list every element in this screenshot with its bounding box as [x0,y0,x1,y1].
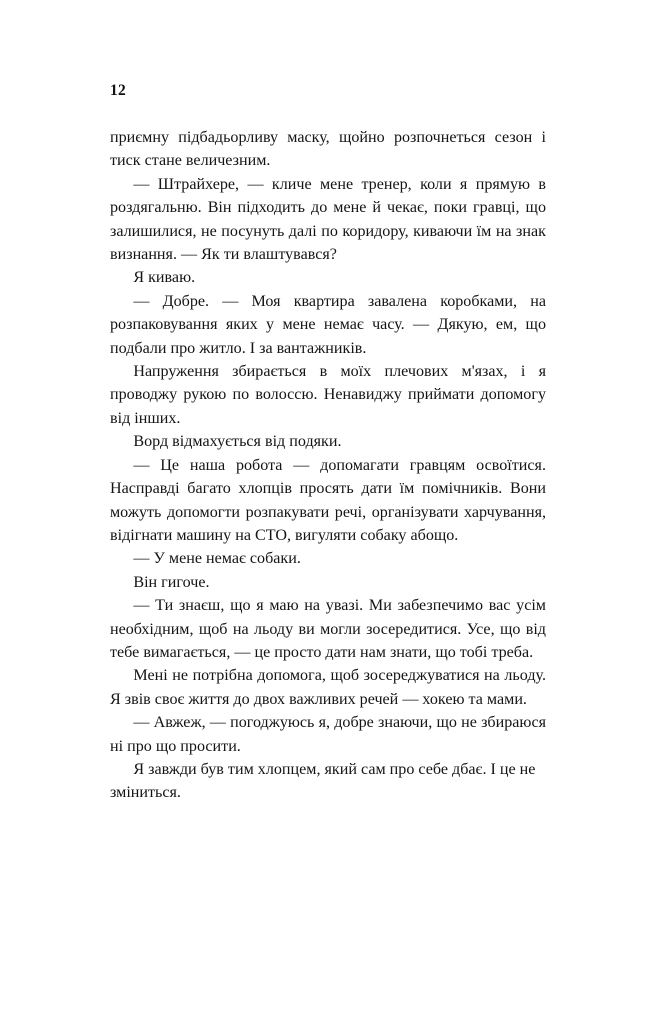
paragraph: — У мене немає собаки. [133,550,301,568]
paragraph: Я киваю. [133,269,196,287]
paragraph: приємну підбадьорливу маску, щойно розпочнеться сезон і тиск стане величезним. [110,129,546,170]
paragraph: Ворд відмахується від подяки. [133,433,342,451]
paragraph: Напруження збирається в моїх плечових м'язах, і я проводжу рукою по волоссю. Ненавиджу приймати допомогу від інших. [110,363,546,427]
paragraph: — Добре. — Моя квартира завалена коробками, на розпаковування яких у мене немає часу. — Дякую, ем, що подбали про житло. І за вантажників. [110,292,546,357]
paragraph: Він гигоче. [133,573,210,591]
paragraph: — Штрайхере, — кличе мене тренер, коли я прямую в роздягальню. Він підходить до мене й чекає, поки гравці, що залишилися, не посунуть далі по коридору, киваючи їм на знак визнання. — Як ти влаштувався? [110,175,546,264]
paragraph: Мені не потрібна допомога, щоб зосереджуватися на льоду. Я звів своє життя до двох важливих речей — хокею та мами. [110,667,546,708]
page-number: 12 [110,82,127,99]
page-body-text [110,126,546,805]
paragraph: — Це наша робота — допомагати гравцям освоїтися. Насправді багато хлопців просять дати їм помічників. Вони можуть допомогти розпакувати речі, організувати харчування, відігнати машину на СТО, вигуляти собаку абощо. [110,456,546,544]
paragraph: Я завжди був тим хлопцем, який сам про себе дбає. І це не зміниться. [110,760,536,802]
paragraph: — Ти знаєш, що я маю на увазі. Ми забезпечимо вас усім необхідним, щоб на льоду ви могли зосередитися. Усе, що від тебе вимагається, — це просто дати нам знати, що тобі треба. [110,597,546,661]
paragraph: — Авжеж, — погоджуюсь я, добре знаючи, що не збираюся ні про що просити. [110,714,546,755]
